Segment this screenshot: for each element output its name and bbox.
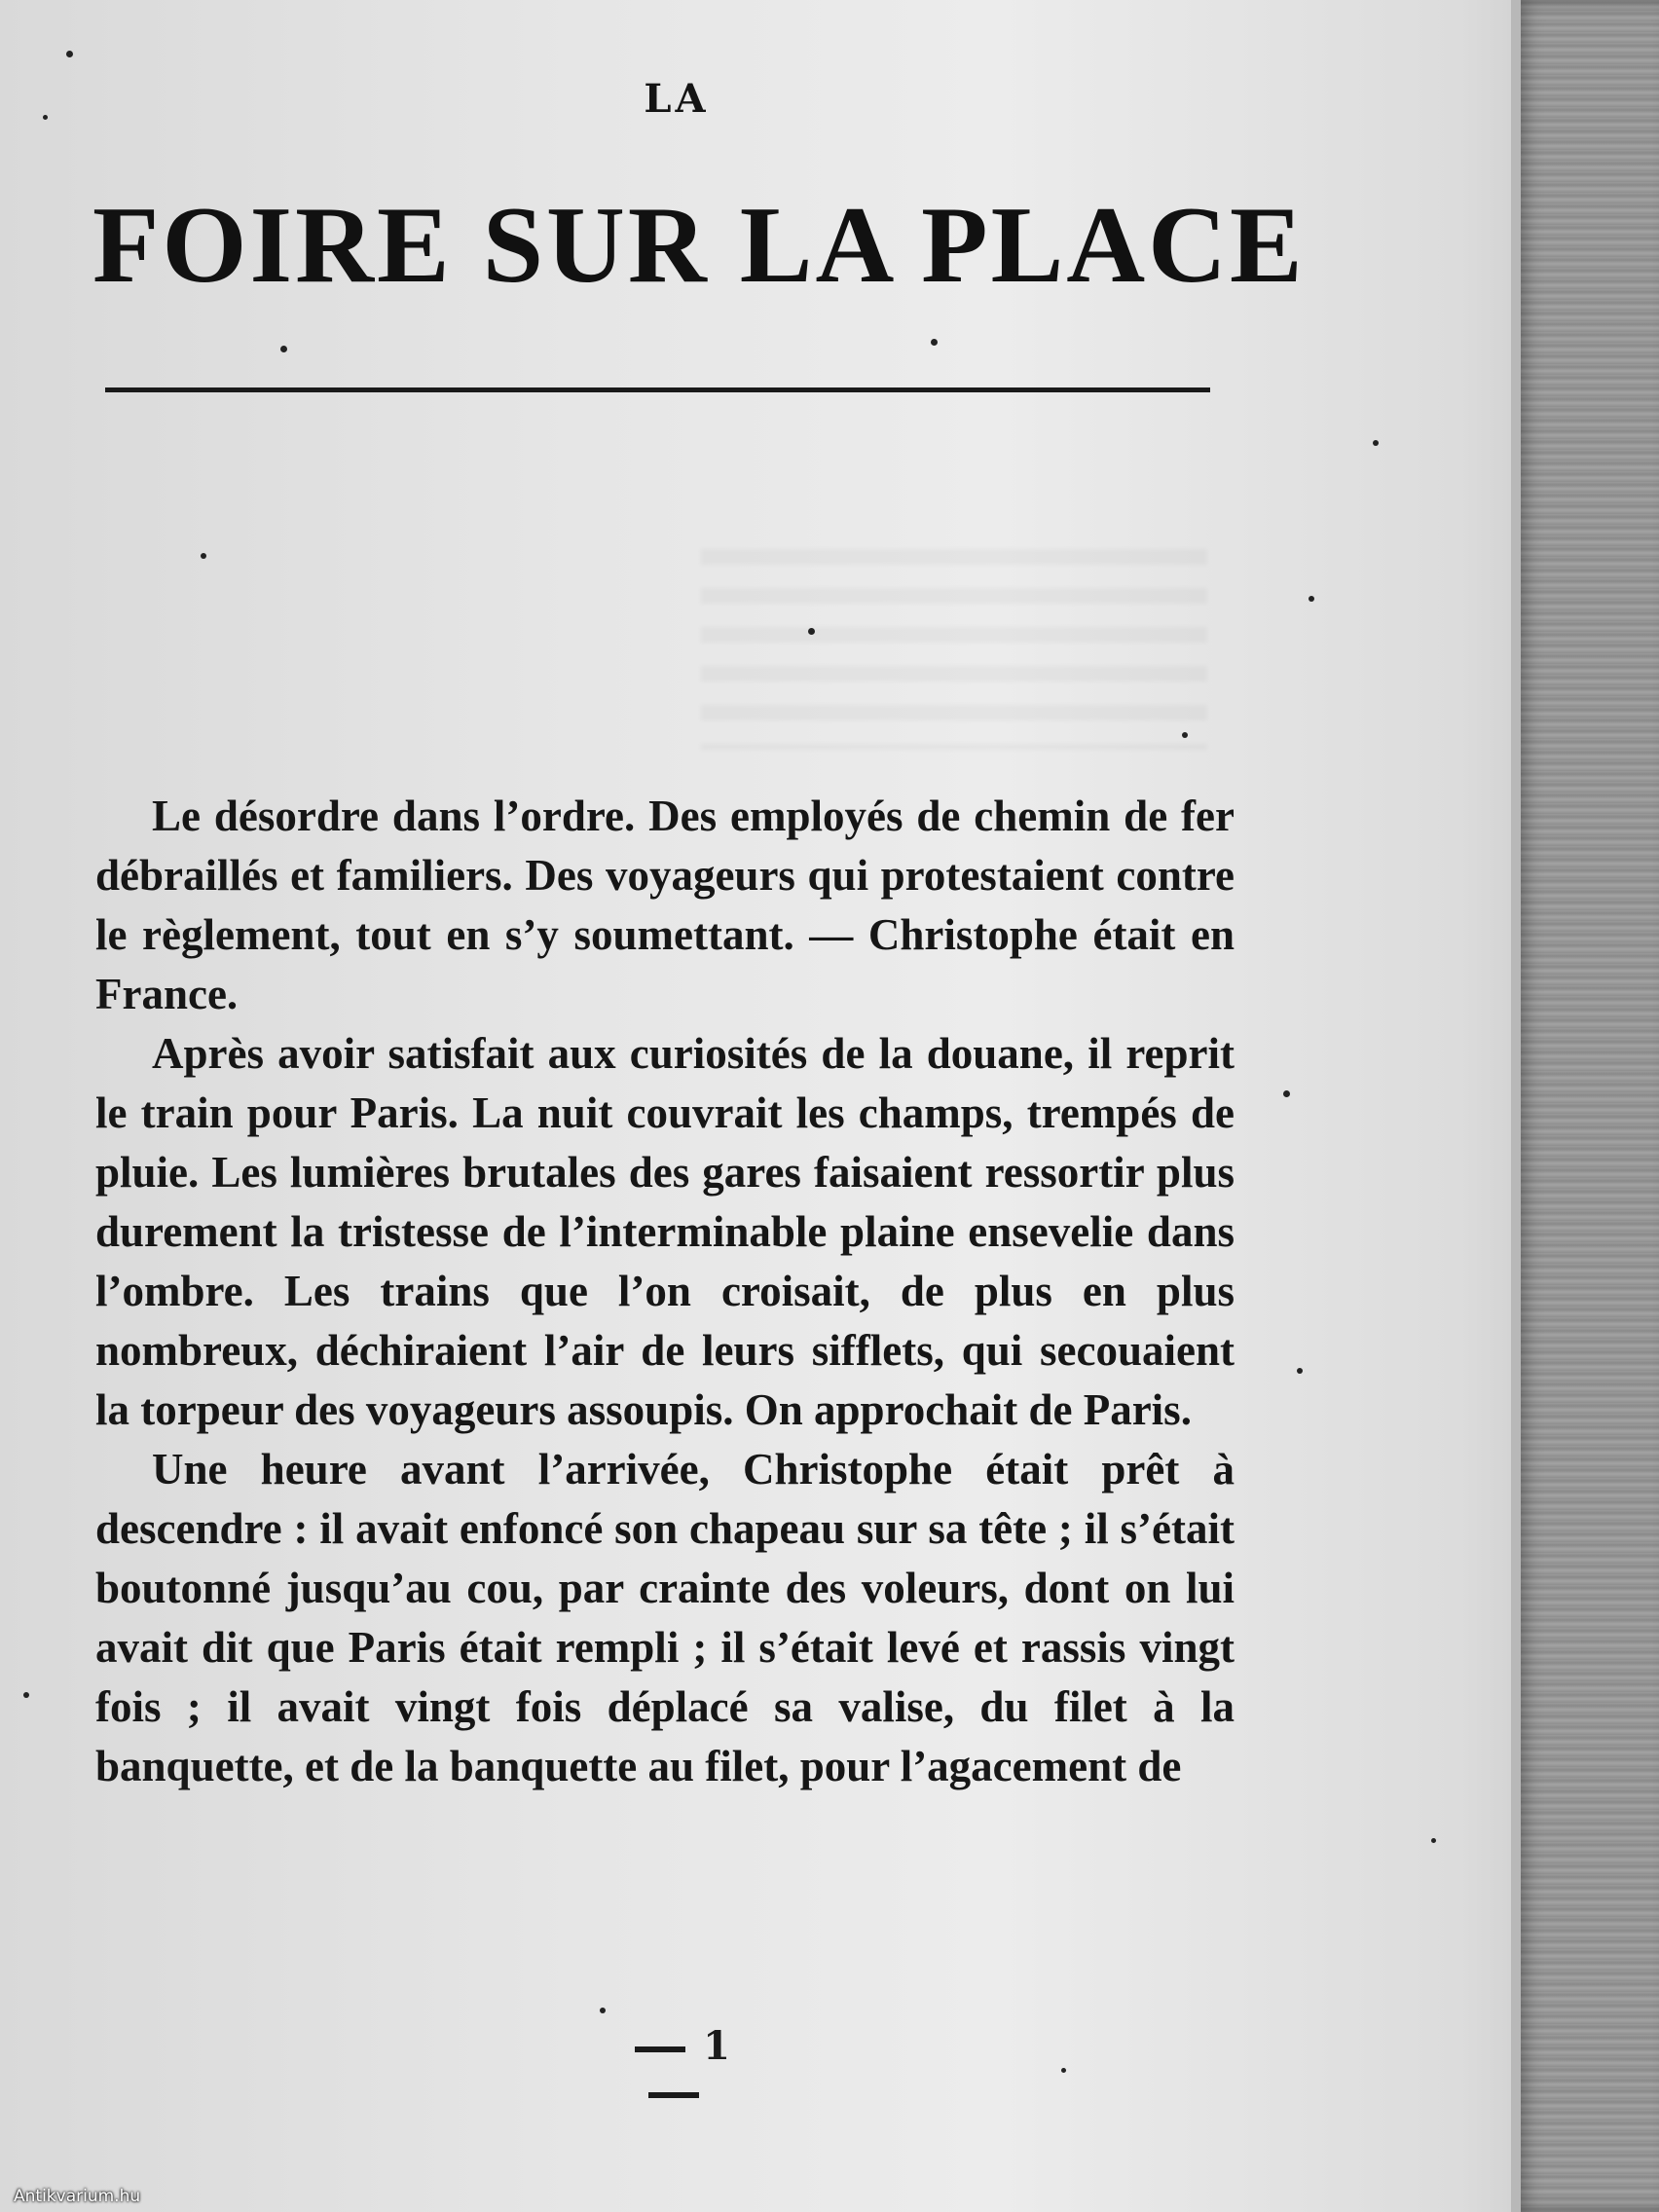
title-divider-rule: [105, 387, 1210, 392]
show-through-texture: [701, 526, 1207, 750]
folio-dash-right: [648, 2092, 699, 2098]
ink-speck: [1431, 1838, 1436, 1843]
ink-speck: [1283, 1090, 1290, 1097]
ink-speck: [1061, 2068, 1066, 2073]
ink-speck: [43, 115, 48, 120]
ink-speck: [1373, 440, 1379, 446]
ink-speck: [66, 51, 73, 57]
body-text: [95, 787, 1235, 1796]
ink-speck: [201, 553, 206, 559]
paragraph-1: Le désordre dans l’ordre. Des employés de chemin de fer débraillés et familiers. Des voyageurs qui protestaient contre le règlement, tout en s’y soumettant. — Christophe était en France.: [95, 792, 1235, 1018]
ink-speck: [600, 2008, 606, 2013]
page-number: [576, 2023, 771, 2115]
ink-speck: [931, 339, 938, 346]
paragraph-2: Après avoir satisfait aux curiosités de la douane, il reprit le train pour Paris. La nuit couvrait les champs, trempés de pluie. Les lumières brutales des gares faisaient ressortir plus durement la tristesse de l’interminable plaine ensevelie dans l’ombre. Les trains que l’on croisait, de plus en plus nombreux, déchiraient l’air de leurs sifflets, qui secouaient la torpeur des voyageurs assoupis. On approchait de Paris.: [95, 1029, 1235, 1434]
watermark: Antikvarium.hu: [14, 2187, 141, 2206]
ink-speck: [1297, 1368, 1303, 1374]
chapter-title: FOIRE SUR LA PLACE: [92, 185, 1306, 306]
page-number-value: 1: [703, 2023, 730, 2069]
ink-speck: [23, 1692, 29, 1698]
header-small-title: LA: [644, 76, 710, 122]
ink-speck: [1182, 732, 1188, 738]
ink-speck: [280, 346, 287, 352]
ink-speck: [808, 628, 815, 635]
ink-speck: [1309, 596, 1314, 602]
folio-dash-left: [635, 2046, 685, 2052]
book-page-edge: [1511, 0, 1659, 2212]
paragraph-3: Une heure avant l’arrivée, Christophe était prêt à descendre : il avait enfoncé son chapeau sur sa tête ; il s’était boutonné jusqu’au cou, par crainte des voleurs, dont on lui avait dit que Paris était rempli ; il s’était levé et rassis vingt fois ; il avait vingt fois déplacé sa valise, du filet à la banquette, et de la banquette au filet, pour l’agacement de: [95, 1445, 1235, 1790]
